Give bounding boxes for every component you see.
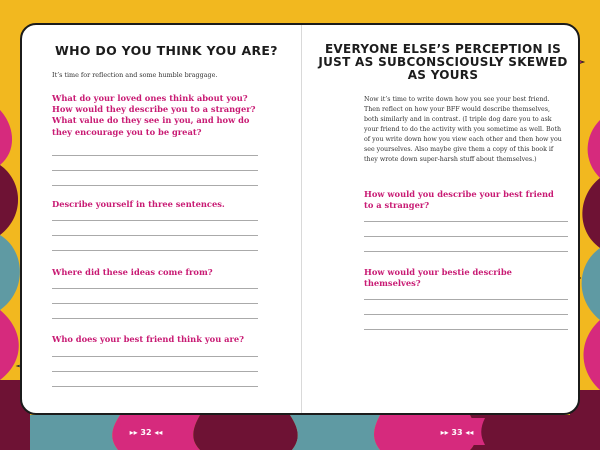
page-number-left: 32	[140, 428, 152, 437]
answer-line[interactable]	[364, 299, 568, 300]
answer-line[interactable]	[52, 170, 258, 171]
answer-line[interactable]	[52, 318, 258, 319]
answer-line[interactable]	[364, 314, 568, 315]
page-number-right: 33	[451, 428, 463, 437]
question-ideas-origin: Where did these ideas come from?	[52, 267, 213, 277]
answer-line[interactable]	[52, 303, 258, 304]
answer-line[interactable]	[52, 220, 258, 221]
page-title: WHO DO YOU THINK YOU ARE?	[55, 43, 278, 58]
question-loved-ones: What do your loved ones think about you? How would they describe you to a stranger? What value do they see in you, and how do they encourage you to be great?	[52, 93, 256, 137]
book-spread	[20, 23, 580, 415]
question-best-friend-view: Who does your best friend think you are?	[52, 334, 245, 344]
question-bestie-self: How would your bestie describe themselves?	[364, 267, 512, 289]
answer-line[interactable]	[52, 356, 258, 357]
answer-line[interactable]	[52, 386, 258, 387]
svg-text:▸▸ 32 ◂◂: ▸▸ 32 ◂◂	[129, 428, 163, 437]
intro-text: Now it’s time to write down how you see your best friend. Then reflect on how your BFF would describe themselves, both similarly and in contrast. (I triple dog dare you to ask your friend to do the activity with you sometime as well. Both of you write down how you view each other and then how you see yourselves. Also maybe give them a copy of this book if they wrote down super-harsh stuff about themselves.)	[364, 96, 562, 163]
question-describe-bff: How would you describe your best friend to a stranger?	[364, 189, 554, 211]
answer-line[interactable]	[52, 185, 258, 186]
answer-line[interactable]	[52, 371, 258, 372]
answer-line[interactable]	[52, 250, 258, 251]
page-title: EVERYONE ELSE’S PERCEPTION IS JUST AS SUBCONSCIOUSLY SKEWED AS YOURS	[318, 42, 568, 82]
answer-line[interactable]	[52, 155, 258, 156]
question-three-sentences: Describe yourself in three sentences.	[52, 199, 225, 209]
answer-line[interactable]	[52, 288, 258, 289]
answer-line[interactable]	[52, 235, 258, 236]
left-page	[22, 25, 302, 413]
answer-line[interactable]	[364, 221, 568, 222]
right-page	[302, 25, 582, 413]
svg-text:▸▸ 33 ◂◂: ▸▸ 33 ◂◂	[440, 428, 474, 437]
answer-line[interactable]	[364, 329, 568, 330]
answer-line[interactable]	[364, 251, 568, 252]
intro-text: It’s time for reflection and some humble braggage.	[52, 71, 218, 79]
answer-line[interactable]	[364, 236, 568, 237]
